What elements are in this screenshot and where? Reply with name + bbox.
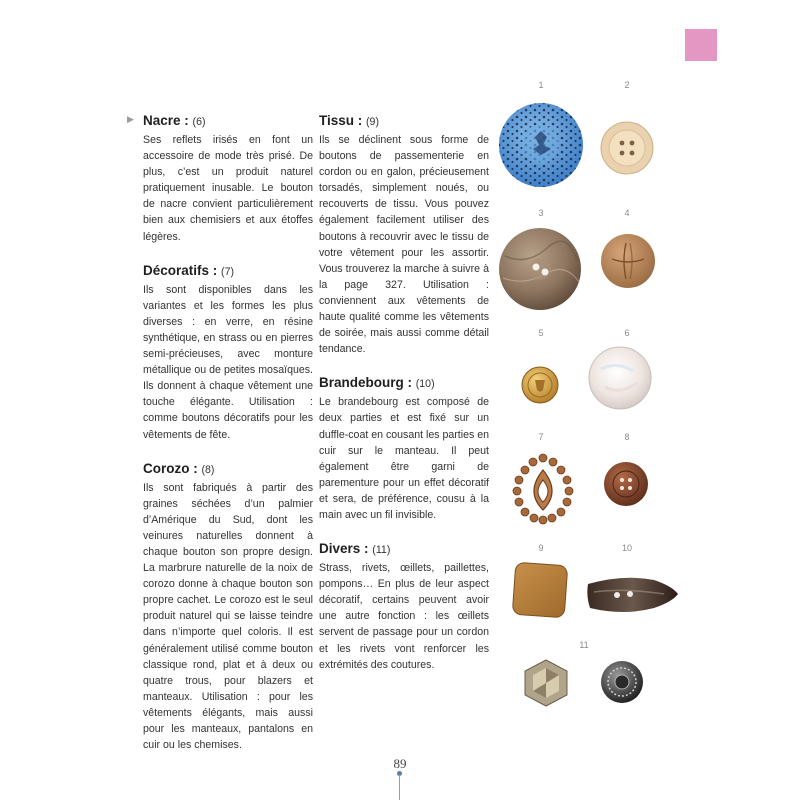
section-title: Tissu :	[319, 113, 363, 128]
text-column-left	[143, 112, 313, 770]
fabric-covered-button-image	[510, 560, 570, 620]
dark-corozo-button-image	[603, 461, 649, 507]
button-number-label: 7	[538, 432, 544, 442]
section-count: (6)	[192, 116, 206, 128]
section-tissu	[319, 112, 489, 357]
section-body: Ils sont disponibles dans les variantes et les formes les plus diverses : en verre, en résine synthétique, en strass ou en pierres semi-précieuses, avec monture métallique ou de petites mosaïques. Ils donnent à chaque vêtement une touche élégante. Utilisation : comme boutons décoratifs pour les vêtements de fête.	[143, 283, 313, 441]
section-body: Strass, rivets, œillets, paillettes, pompons… En plus de leur aspect décoratif, certains peuvent avoir une autre fonction : les œillets servent de passage pour un cordon et les rivets vont renforcer les extrémités des coutures.	[319, 562, 489, 671]
bullet-arrow-icon: ▶	[127, 114, 134, 124]
button-number-label: 8	[624, 432, 630, 442]
button-number-label: 9	[538, 543, 544, 553]
gold-crest-button-image	[520, 365, 560, 405]
section-count: (9)	[366, 116, 379, 128]
blue-glass-button-image	[497, 101, 585, 189]
button-number-label: 2	[624, 80, 630, 90]
section-count: (11)	[372, 544, 391, 557]
section-decoratifs	[143, 262, 313, 443]
button-number-label: 10	[621, 543, 632, 553]
filigree-metal-button-image	[509, 452, 577, 524]
button-number-label: 4	[624, 208, 630, 218]
toggle-horn-button-image	[584, 570, 680, 622]
button-number-label: 5	[538, 328, 544, 338]
section-brandebourg	[319, 374, 489, 523]
page-number: 89	[393, 756, 407, 771]
section-title: Décoratifs :	[143, 262, 218, 278]
section-title: Brandebourg :	[319, 375, 412, 391]
section-title: Divers :	[319, 541, 369, 557]
section-body: Ils se déclinent sous forme de boutons de passementerie en cordon ou en galon, précieusement torsadés, simplement noués, ou recouverts de tissu. Vous pouvez également facilement utiliser des boutons à recouvrir avec le tissu de votre vêtement pour les assortir. Vous trouverez la marche à suivre à la page 327. Utilisation : conviennent aux vêtements de haute qualité comme les vêtements de soirée, mais aussi comme détail tendance.	[319, 134, 489, 356]
section-body: Ils sont fabriqués à partir des graines séchées d’un palmier d’Amérique du Sud, dont les veinures naturelles donnent à chaque bouton son propre design. La marbrure naturelle de la noix de corozo donne à chaque bouton son propre cachet. Le corozo est le seul produit naturel qui se laisse teindre dans n’importe quel coloris. Il est généralement utilisé comme bouton classique rond, plat et à deux ou quatre trous, pour blazers et manteaux. Utilisation : pour les vêtements élégants, mais aussi pour les manteaux, pantalons en cuir ou les chemises.	[143, 481, 313, 752]
section-nacre	[143, 112, 313, 245]
button-number-label: 1	[538, 80, 544, 90]
metal-rivet-button-image	[600, 660, 644, 704]
section-color-tab	[685, 29, 717, 61]
text-column-right	[319, 112, 489, 690]
horn-two-hole-button-image	[497, 226, 583, 312]
leather-button-image	[600, 233, 656, 289]
section-body: Le brandebourg est composé de deux parties et est fixé sur un duffle-coat en cousant les parties en cuir sur le manteau. Il peut également être garni de parementure pour un effet décoratif et sera, de préférence, cousu à la main avec un fil invisible.	[319, 396, 490, 521]
section-count: (10)	[415, 378, 435, 391]
section-divers	[319, 540, 489, 673]
pearl-button-image	[587, 345, 653, 411]
button-number-label: 3	[538, 208, 544, 218]
page-marker-line	[399, 775, 400, 800]
cream-four-hole-button-image	[599, 120, 655, 176]
section-count: (7)	[221, 265, 234, 278]
button-number-label: 6	[624, 328, 630, 338]
section-count: (8)	[201, 463, 215, 476]
section-body: Ses reflets irisés en font un accessoire de mode très prisé. De plus, c’est un produit naturel pratiquement inusable. Le bouton de nacre convient particulièrement bien aux chemisiers et aux étoffes légères.	[143, 134, 313, 243]
hexagon-strass-button-image	[521, 658, 571, 708]
section-corozo	[143, 460, 313, 754]
section-title: Nacre :	[143, 113, 189, 128]
section-title: Corozo :	[143, 460, 198, 476]
button-number-label: 11	[579, 640, 589, 650]
